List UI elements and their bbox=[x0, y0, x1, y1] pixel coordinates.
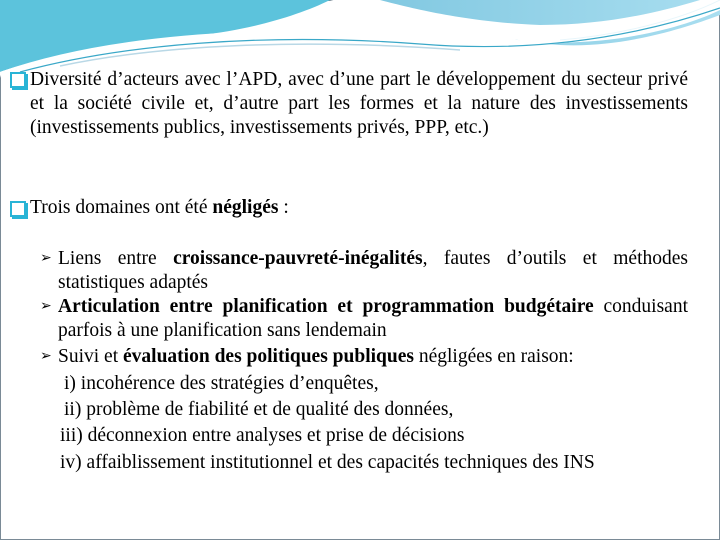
arrow-bullet-icon: ➢ bbox=[40, 299, 52, 314]
bullet-domaines bbox=[30, 196, 688, 220]
arrow-bullet-icon: ➢ bbox=[40, 251, 52, 266]
sub-bullet-text-bold: croissance-pauvreté-inégalités bbox=[173, 248, 423, 269]
sub-bullet-text: négligées en raison: bbox=[413, 346, 574, 367]
arrow-bullet-icon: ➢ bbox=[40, 349, 52, 364]
sub-bullet-text-bold: Articulation entre planification et programmation budgétaire bbox=[58, 296, 594, 317]
sub-bullet-text: conduisant parfois à une planification sans lendemain bbox=[58, 296, 688, 341]
reason-item: iv) affaiblissement institutionnel et des capacités techniques des INS bbox=[60, 452, 595, 473]
sub-bullet-articulation bbox=[58, 295, 688, 343]
square-bullet-icon bbox=[10, 72, 26, 88]
sub-bullet-suivi bbox=[58, 345, 698, 369]
square-bullet-icon bbox=[10, 201, 26, 217]
sub-bullet-liens bbox=[58, 247, 688, 295]
sub-bullet-text: Suivi et bbox=[58, 346, 124, 367]
bullet-diversite bbox=[30, 68, 688, 140]
reason-item: i) incohérence des stratégies d’enquêtes, bbox=[64, 373, 379, 394]
bullet-text: Diversité d’acteurs avec l’APD, avec d’une part le développement du secteur privé et la société civile et, d’autre part les formes et la nature des investissements (investissements publics, investissements privés, PPP, etc.) bbox=[30, 69, 688, 138]
sub-bullet-text-bold: évaluation des politiques publiques bbox=[123, 346, 414, 367]
reason-item: iii) déconnexion entre analyses et prise de décisions bbox=[60, 425, 465, 446]
sub-bullet-text: Liens entre bbox=[58, 248, 174, 269]
bullet-text: : bbox=[278, 197, 289, 218]
bullet-text: Trois domaines ont été bbox=[30, 197, 213, 218]
reason-item: ii) problème de fiabilité et de qualité des données, bbox=[64, 399, 454, 420]
bullet-text-bold: négligés bbox=[212, 197, 279, 218]
sub-bullet-text: , fautes d’outils et méthodes statistiques adaptés bbox=[58, 248, 688, 293]
